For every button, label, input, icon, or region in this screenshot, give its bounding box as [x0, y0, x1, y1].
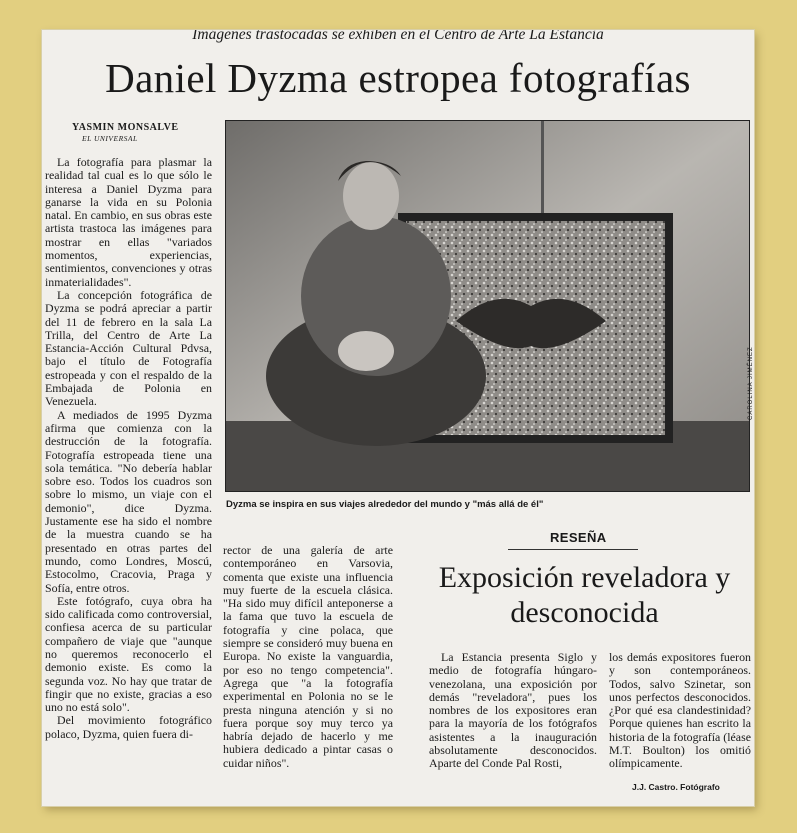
photo-illustration — [226, 121, 749, 491]
article-paragraph: Este fotógrafo, cuya obra ha sido calificada como controversial, confiesa acerca de su particular compañero de viaje que "aunque no queremos reconocerlo el demonio existe. Es como la segunda voz. No hay que tratar de fingir que no existe, gracias a eso uno no está solo". — [45, 593, 212, 715]
review-author: J.J. Castro. Fotógrafo — [632, 782, 720, 792]
review-column-2 — [609, 651, 751, 771]
article-paragraph: La concepción fotográfica de Dyzma se podrá apreciar a partir del 11 de febrero en la sala La Trilla, del Centro de Arte La Estancia-Acción Cultural Pdvsa, bajo el título de Fotografía estropeada y con el respaldo de la Embajada de Polonia en Venezuela. — [45, 287, 212, 409]
article-headline: Daniel Dyzma estropea fotografías — [105, 55, 691, 101]
article-paragraph: La fotografía para plasmar la realidad tal cual es lo que sólo le interesa a Daniel Dyzma para ganarse la vida en su Polonia natal. En cambio, en sus obras este artista trastoca las imágenes para mostrar en ellas "variados momentos, experiencias, sentimientos, convenciones y otras inmaterialidades". — [45, 155, 212, 289]
review-paragraph: La Estancia presenta Siglo y medio de fotografía húngaro-venezolana, una exposición por demás "reveladora", pues los nombres de los expositores eran para la mayoría de los fotógrafos asistentes a la inauguración absolutamente desconocidos. Aparte del Conde Pal Rosti, — [429, 650, 597, 771]
article-photo — [225, 120, 750, 492]
byline-outlet: EL UNIVERSAL — [82, 134, 138, 143]
article-paragraph: rector de una galería de arte contemporáneo en Varsovia, comenta que existe una influencia muy fuerte de la escuela clásica. "Ha sido muy difícil anteponerse a la fama que tuvo la escuela de fotografía y cine polaca, que siempre se consideró muy buena en Europa. No existe la vanguardia, por eso no tengo competencia". Agrega que "a la fotografía experimental en Polonia no se le presta ninguna atención y si no fuera porque soy muy terco ya habría dejado de hacerlo y me hubiera dedicado a pintar casas o cuidar niños". — [223, 543, 393, 770]
review-title: Exposición reveladora y desconocida — [438, 561, 731, 629]
review-paragraph: los demás expositores fueron y son contemporáneos. Todos, salvo Szinetar, son unos perfectos desconocidos. ¿Por qué esa clandestinidad? Porque quienes han escrito la historia de la fotografía (léase M.T. Boulton) los omitió olímpicamente. — [609, 650, 751, 771]
section-divider — [508, 549, 638, 550]
byline-author: YASMIN MONSALVE — [72, 122, 179, 133]
article-paragraph: Del movimiento fotográfico polaco, Dyzma, quien fuera di- — [45, 713, 212, 741]
article-kicker: Imágenes trastocadas se exhiben en el Centro de Arte La Estancia — [192, 30, 604, 43]
newspaper-clipping — [42, 30, 754, 806]
photo-caption: Dyzma se inspira en sus viajes alrededor del mundo y "más allá de él" — [226, 499, 544, 510]
article-column-2 — [223, 544, 393, 770]
photo-credit-vertical: CAROLINA JIMÉNEZ — [748, 346, 754, 420]
review-column-1 — [429, 651, 597, 771]
review-section-label: RESEÑA — [550, 530, 607, 545]
article-column-1 — [45, 156, 212, 741]
article-paragraph: A mediados de 1995 Dyzma afirma que comienza con la destrucción de la fotografía. Fotografía estropeada tiene una sola temática. "No debería hablar sobre eso. Todos los cuadros son sobre lo mismo, un viaje con el demonio", dice Dyzma. Justamente ese ha sido el nombre de la muestra cuando se ha presentado en otras partes del mundo, como Londres, Moscú, Estocolmo, Cracovia, Praga y Sofía, entre otros. — [45, 407, 212, 595]
